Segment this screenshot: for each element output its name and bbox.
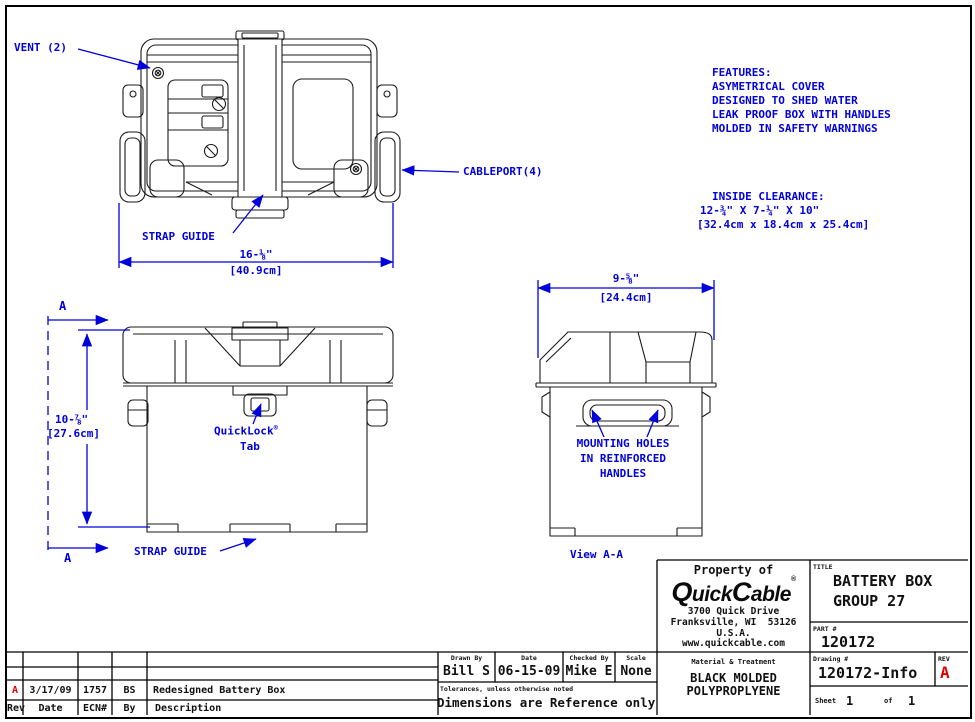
- drawn-by-label: Drawn By: [450, 654, 483, 662]
- features-title: FEATURES:: [712, 66, 772, 79]
- side-width-dim-cm: [24.4cm]: [599, 291, 653, 304]
- revision-row-rev: A: [11, 685, 19, 696]
- top-width-dim-cm: [40.9cm]: [229, 264, 283, 277]
- dimension-note: Dimensions are Reference only: [437, 695, 656, 710]
- date-value: 06-15-09: [497, 664, 561, 679]
- side-width-dim-inches: 9-⅝": [612, 272, 640, 285]
- top-width-dim-inches: 16-⅛": [239, 248, 273, 261]
- inside-clearance-inches: 12-¾" X 7-¼" X 10": [700, 204, 820, 217]
- inside-clearance-title: INSIDE CLEARANCE:: [712, 190, 825, 203]
- registered-mark-icon: ®: [790, 576, 796, 583]
- date-label: Date: [521, 654, 537, 662]
- revision-row-date: 3/17/09: [29, 685, 72, 696]
- revision-header-ecn: ECN#: [82, 703, 108, 714]
- drawn-by-value: Bill S: [443, 664, 490, 679]
- feature-line: DESIGNED TO SHED WATER: [712, 94, 858, 107]
- section-a-label-bottom: A: [64, 551, 72, 565]
- revision-row-by: BS: [123, 685, 136, 696]
- strap-guide-top-label: STRAP GUIDE: [142, 230, 215, 243]
- front-height-dim-inches: 10-⅞": [55, 413, 89, 426]
- inside-clearance-cm: [32.4cm x 18.4cm x 25.4cm]: [697, 218, 870, 231]
- cableport-label: CABLEPORT(4): [463, 165, 543, 178]
- front-height-dim-cm: [27.6cm]: [47, 427, 100, 440]
- feature-line: ASYMETRICAL COVER: [712, 80, 825, 93]
- scale-label: Scale: [626, 654, 646, 662]
- revision-header-by: By: [123, 703, 136, 714]
- material-line2: POLYPROPLYENE: [686, 684, 781, 698]
- checked-by-label: Checked By: [569, 654, 609, 662]
- drawing-title-line2: GROUP 27: [833, 592, 906, 610]
- top-view-drawing: [120, 31, 400, 218]
- revision-header-date: Date: [38, 703, 63, 714]
- vent-label: VENT (2): [14, 41, 67, 54]
- sheet-label: Sheet: [815, 697, 837, 705]
- feature-line: MOLDED IN SAFETY WARNINGS: [712, 122, 878, 135]
- quicklock-label: QuickLock®: [214, 424, 278, 438]
- quicklock-label-line2: Tab: [240, 440, 260, 453]
- scale-value: None: [620, 664, 652, 679]
- website: www.quickcable.com: [682, 638, 785, 649]
- revision-row-description: Redesigned Battery Box: [153, 685, 286, 696]
- tolerance-note: Tolerances, unless otherwise noted: [440, 685, 574, 693]
- mounting-holes-note: IN REINFORCED: [579, 452, 667, 465]
- rev-field-label: REV: [938, 655, 950, 663]
- drawing-number: 120172-Info: [818, 664, 918, 682]
- address-line1: 3700 Quick Drive: [687, 606, 780, 617]
- section-a-label-top: A: [59, 299, 67, 313]
- address-line3: U.S.A.: [716, 628, 751, 639]
- sheet-of-label: of: [884, 697, 893, 705]
- strap-guide-bottom-label: STRAP GUIDE: [134, 545, 207, 558]
- address-line2: Franksville, WI 53126: [670, 617, 797, 628]
- quickcable-logo: QuickCable®: [671, 576, 796, 607]
- mounting-holes-note: HANDLES: [599, 467, 647, 480]
- mounting-holes-note: MOUNTING HOLES: [576, 437, 670, 450]
- sheet-number: 1: [846, 694, 854, 708]
- material-line1: BLACK MOLDED: [690, 671, 777, 685]
- part-number: 120172: [821, 633, 876, 651]
- view-a-a-label: View A-A: [570, 548, 623, 561]
- feature-line: LEAK PROOF BOX WITH HANDLES: [712, 108, 891, 121]
- drawing-number-label: Drawing #: [813, 655, 849, 663]
- revision-row-ecn: 1757: [82, 685, 108, 696]
- checked-by-value: Mike E: [565, 664, 613, 679]
- property-of-label: Property of: [693, 563, 774, 577]
- side-view-drawing: [536, 332, 716, 536]
- material-treatment-label: Material & Treatment: [691, 658, 776, 666]
- part-number-label: PART #: [813, 625, 837, 633]
- revision-header-rev: Rev: [7, 703, 26, 714]
- revision-header-description: Description: [155, 703, 222, 714]
- title-field-label: TITLE: [813, 563, 833, 571]
- drawing-title-line1: BATTERY BOX: [833, 572, 933, 590]
- sheet-total: 1: [908, 694, 916, 708]
- rev-value: A: [940, 663, 950, 682]
- registered-mark-icon: ®: [273, 424, 278, 432]
